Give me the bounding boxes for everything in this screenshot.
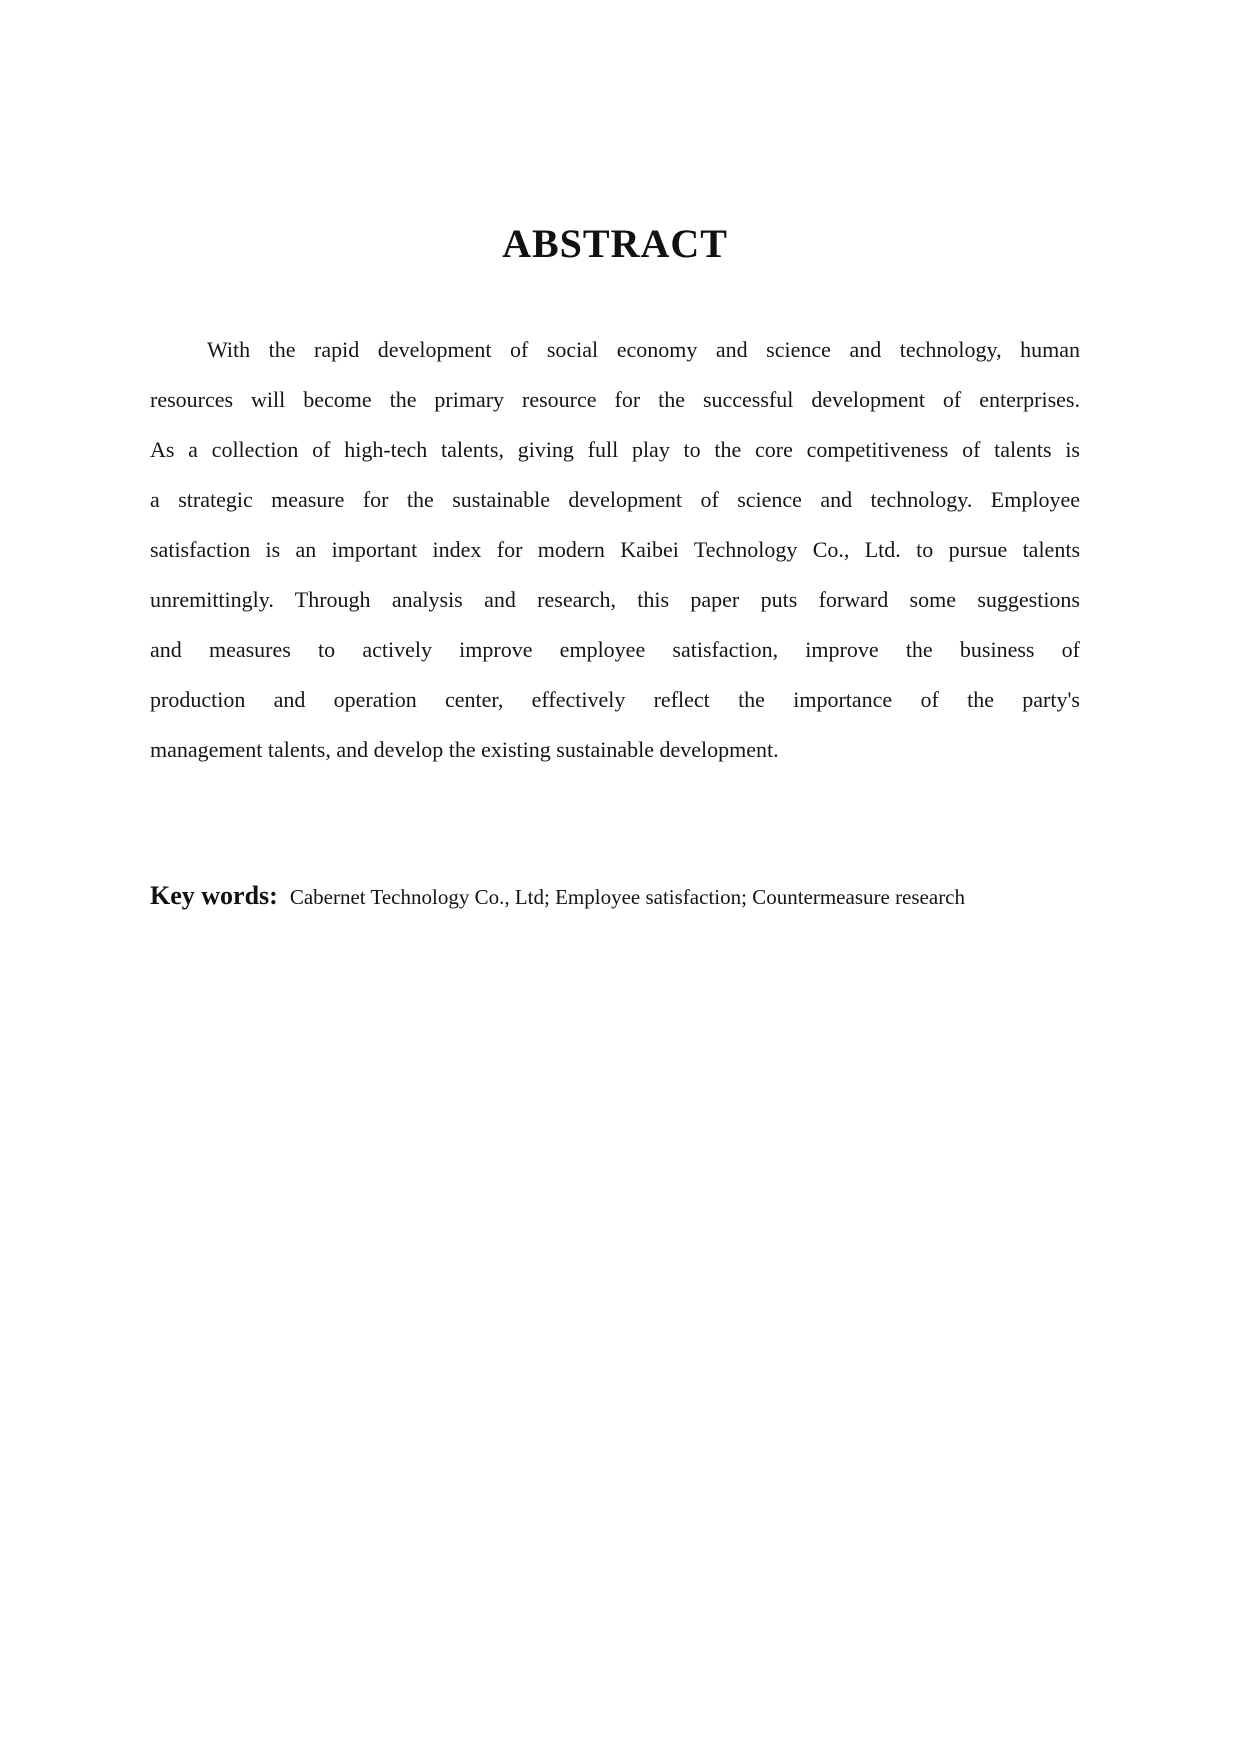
paragraph-line: resources will become the primary resource for the successful development of enterprises.: [150, 387, 1080, 412]
paragraph-line: satisfaction is an important index for modern Kaibei Technology Co., Ltd. to pursue talents: [150, 537, 1080, 562]
paragraph-line: With the rapid development of social economy and science and technology, human: [207, 337, 1080, 362]
abstract-paragraph: [150, 325, 1080, 775]
keywords-value: Cabernet Technology Co., Ltd; Employee satisfaction; Countermeasure research: [289, 885, 966, 909]
paragraph-line: unremittingly. Through analysis and research, this paper puts forward some suggestions: [150, 587, 1080, 612]
page-title: ABSTRACT: [502, 221, 728, 266]
paragraph-line: a strategic measure for the sustainable development of science and technology. Employee: [150, 487, 1080, 512]
paragraph-line: management talents, and develop the existing sustainable development.: [150, 737, 779, 762]
page-content: [150, 0, 1080, 920]
keywords-label: Key words:: [150, 881, 278, 910]
keywords-line: [150, 876, 1080, 920]
paragraph-line: and measures to actively improve employee satisfaction, improve the business of: [150, 637, 1080, 662]
paragraph-line: production and operation center, effectively reflect the importance of the party's: [150, 687, 1080, 712]
paragraph-line: As a collection of high-tech talents, giving full play to the core competitiveness of talents is: [150, 437, 1080, 462]
